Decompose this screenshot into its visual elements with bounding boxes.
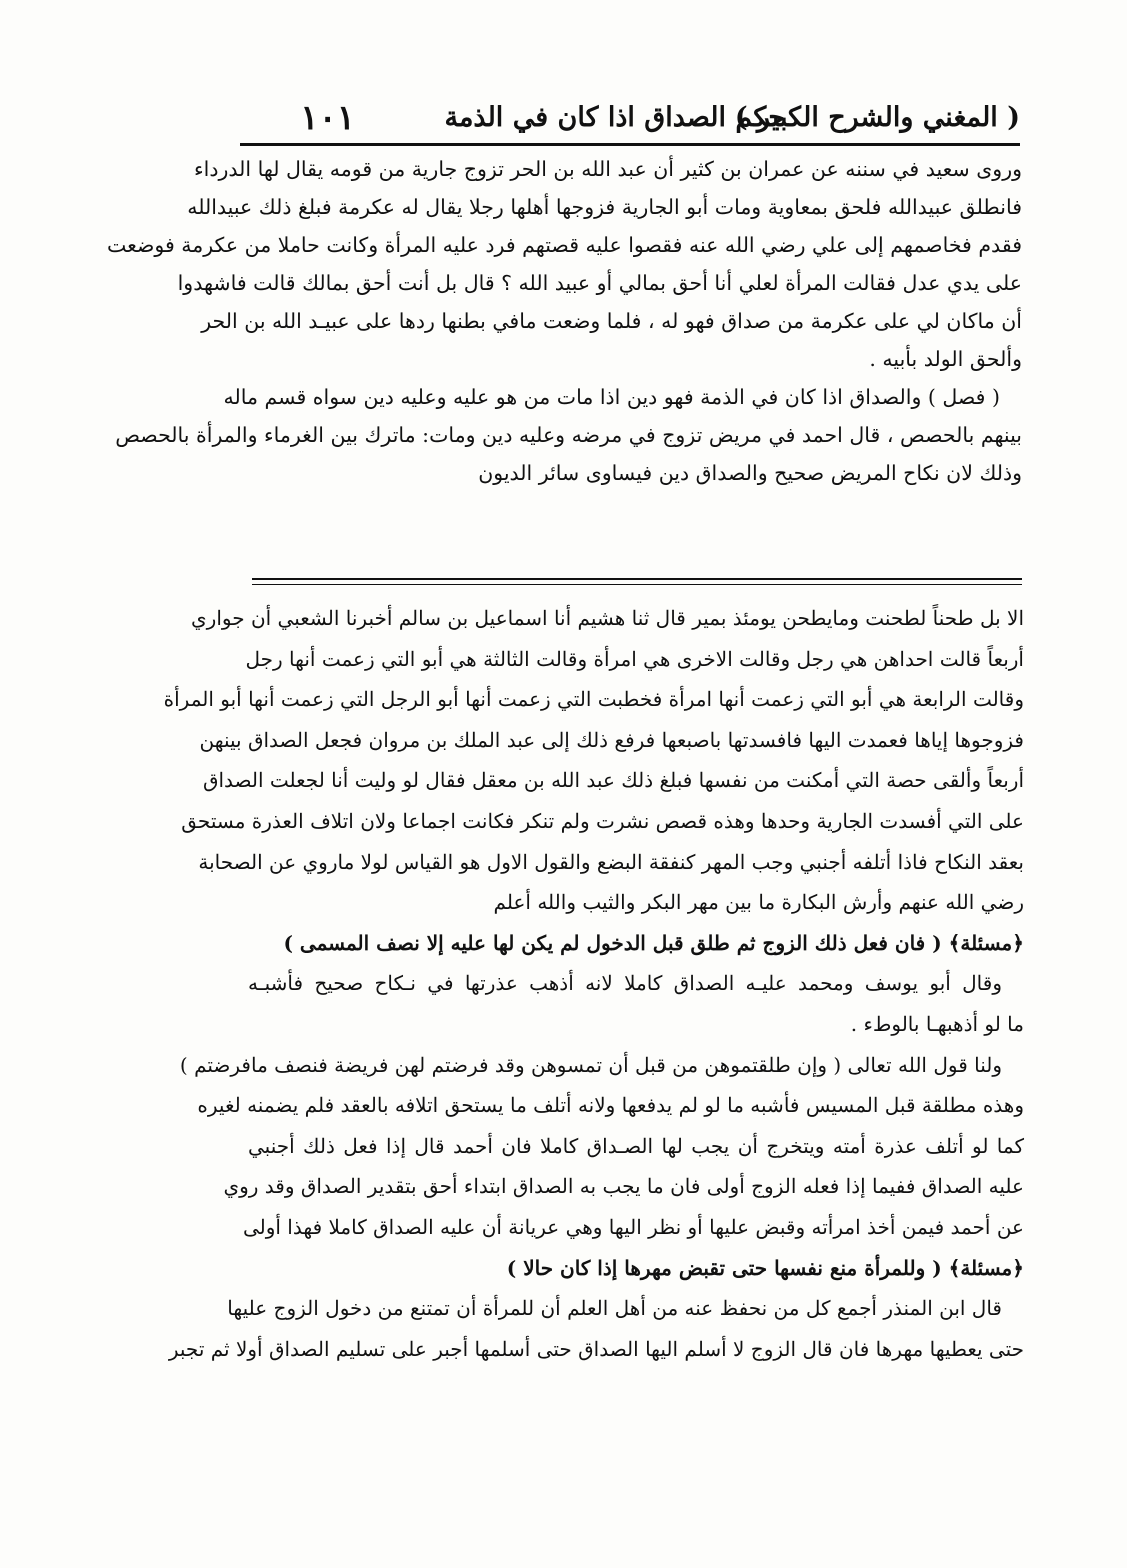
text-line: وألحق الولد بأبيه . [869, 347, 1022, 371]
text-line: أن ماكان لي على عكرمة من صداق فهو له ، فلما وضعت مافي بطنها ردها على عبيـد الله بن الحر [201, 309, 1022, 333]
text-line: كما لو أتلف عذرة أمته ويتخرج أن يجب لها الصـداق كاملا فان أحمد قال إذا فعل ذلك أجنبي [248, 1133, 1024, 1158]
text-line: على التي أفسدت الجارية وحدها وهذه قصص نشرت ولم تنكر فكانت اجماعا ولان اتلاف العذرة مستحق [181, 808, 1024, 833]
text-line: عن أحمد فيمن أخذ امرأته وقبض عليها أو نظر اليها وهي عريانة أن عليه الصداق كاملا فهذا أولى [242, 1214, 1024, 1239]
text-line: قال ابن المنذر أجمع كل من نحفظ عنه من أهل العلم أن للمرأة أن تمتنع من دخول الزوج عليها [227, 1296, 1002, 1321]
main-text [106, 150, 1022, 492]
section-divider [252, 584, 1022, 585]
text-line: فقدم فخاصمهم إلى علي رضي الله عنه فقصوا عليه قصتهم فرد عليه المرأة وكانت حاملا من عكرمة فوضعت [106, 233, 1022, 257]
text-line: وقالت الرابعة هي أبو التي زعمت أنها امرأة فخطبت التي زعمت أنها أبو الرجل التي زعمت أنها أبو المرأة [163, 687, 1024, 712]
page-header [240, 98, 1020, 142]
text-line: وقال أبو يوسف ومحمد عليـه الصداق كاملا لانه أذهب عذرتها في نـكاح صحيح فأشبـه [248, 971, 1002, 996]
text-line: ولنا قول الله تعالى ( وإن طلقتموهن من قبل أن تمسوهن وقد فرضتم لهن فريضة فنصف مافرضتم ) [179, 1052, 1002, 1077]
text-line: وذلك لان نكاح المريض صحيح والصداق دين فيساوى سائر الديون [478, 461, 1022, 485]
masala-heading: ﴿مسئلة﴾ ( فان فعل ذلك الزوج ثم طلق قبل الدخول لم يكن لها عليه إلا نصف المسمى ) [283, 930, 1024, 955]
header-rule [240, 143, 1020, 146]
text-line: عليه الصداق ففيما إذا فعله الزوج أولى فان ما يجب به الصداق ابتداء أحق بتقدير الصداق وقد روي [223, 1174, 1024, 1199]
section-divider [252, 578, 1022, 580]
book-title: ( المغني والشرح الكبير ) [734, 102, 1020, 133]
section-title: حكم الصداق اذا كان في الذمة [444, 102, 785, 133]
text-line: وروى سعيد في سننه عن عمران بن كثير أن عبد الله بن الحر تزوج جارية من قومه يقال لها الدرداء [193, 157, 1022, 181]
masala-heading: ﴿مسئلة﴾ ( وللمرأة منع نفسها حتى تقبض مهرها إذا كان حالا ) [506, 1255, 1024, 1280]
text-line: أربعاً قالت احداهن هي رجل وقالت الاخرى هي امرأة وقالت الثالثة هي أبو التي زعمت أنها رجل [245, 646, 1024, 671]
text-line: على يدي عدل فقالت المرأة لعلي أنا أحق بمالي أو عبيد الله ؟ قال بل أنت أحق بمالك قالت فاشهدوا [177, 271, 1022, 295]
text-line: فزوجوها إياها فعمدت اليها فافسدتها باصبعها فرفع ذلك إلى عبد الملك بن مروان فجعل الصداق بينهن [199, 727, 1024, 752]
text-line: بينهم بالحصص ، قال احمد في مريض تزوج في مرضه وعليه دين ومات: ماترك بين الغرماء والمرأة بالحصص [115, 423, 1022, 447]
text-line: فانطلق عبيدالله فلحق بمعاوية ومات أبو الجارية فزوجها أهلها رجلا يقال له عكرمة فبلغ ذلك عبيدالله [187, 195, 1022, 219]
text-line: أربعاً وألقى حصة التي أمكنت من نفسها فبلغ ذلك عبد الله بن معقل فقال لو وليت أنا لجعلت الصداق [202, 768, 1024, 793]
text-line: حتى يعطيها مهرها فان قال الزوج لا أسلم اليها الصداق حتى أسلمها أجبر على تسليم الصداق أولا ثم تجبر [168, 1336, 1024, 1361]
text-line: رضي الله عنهم وأرش البكارة ما بين مهر البكر والثيب والله أعلم [493, 890, 1024, 915]
text-line: وهذه مطلقة قبل المسيس فأشبه ما لو لم يدفعها ولانه أتلف ما يستحق اتلافه بالعقد فلم يضمنه لغيره [197, 1093, 1024, 1118]
section-heading-line: ( فصل ) والصداق اذا كان في الذمة فهو دين اذا مات من هو عليه وعليه دين سواه قسم ماله [223, 385, 1000, 409]
commentary-text [163, 598, 1024, 1369]
page-number: ١٠١ [300, 98, 355, 138]
text-line: بعقد النكاح فاذا أتلفه أجنبي وجب المهر كنفقة البضع والقول الاول هو القياس لولا ماروي عن الصحابة [198, 849, 1024, 874]
text-line: الا بل طحناً لطحنت ومايطحن يومئذ بمير قال ثنا هشيم أنا اسماعيل بن سالم أخبرنا الشعبي أن جواري [191, 606, 1024, 630]
text-line: ما لو أذهبهـا بالوطء . [850, 1011, 1024, 1036]
